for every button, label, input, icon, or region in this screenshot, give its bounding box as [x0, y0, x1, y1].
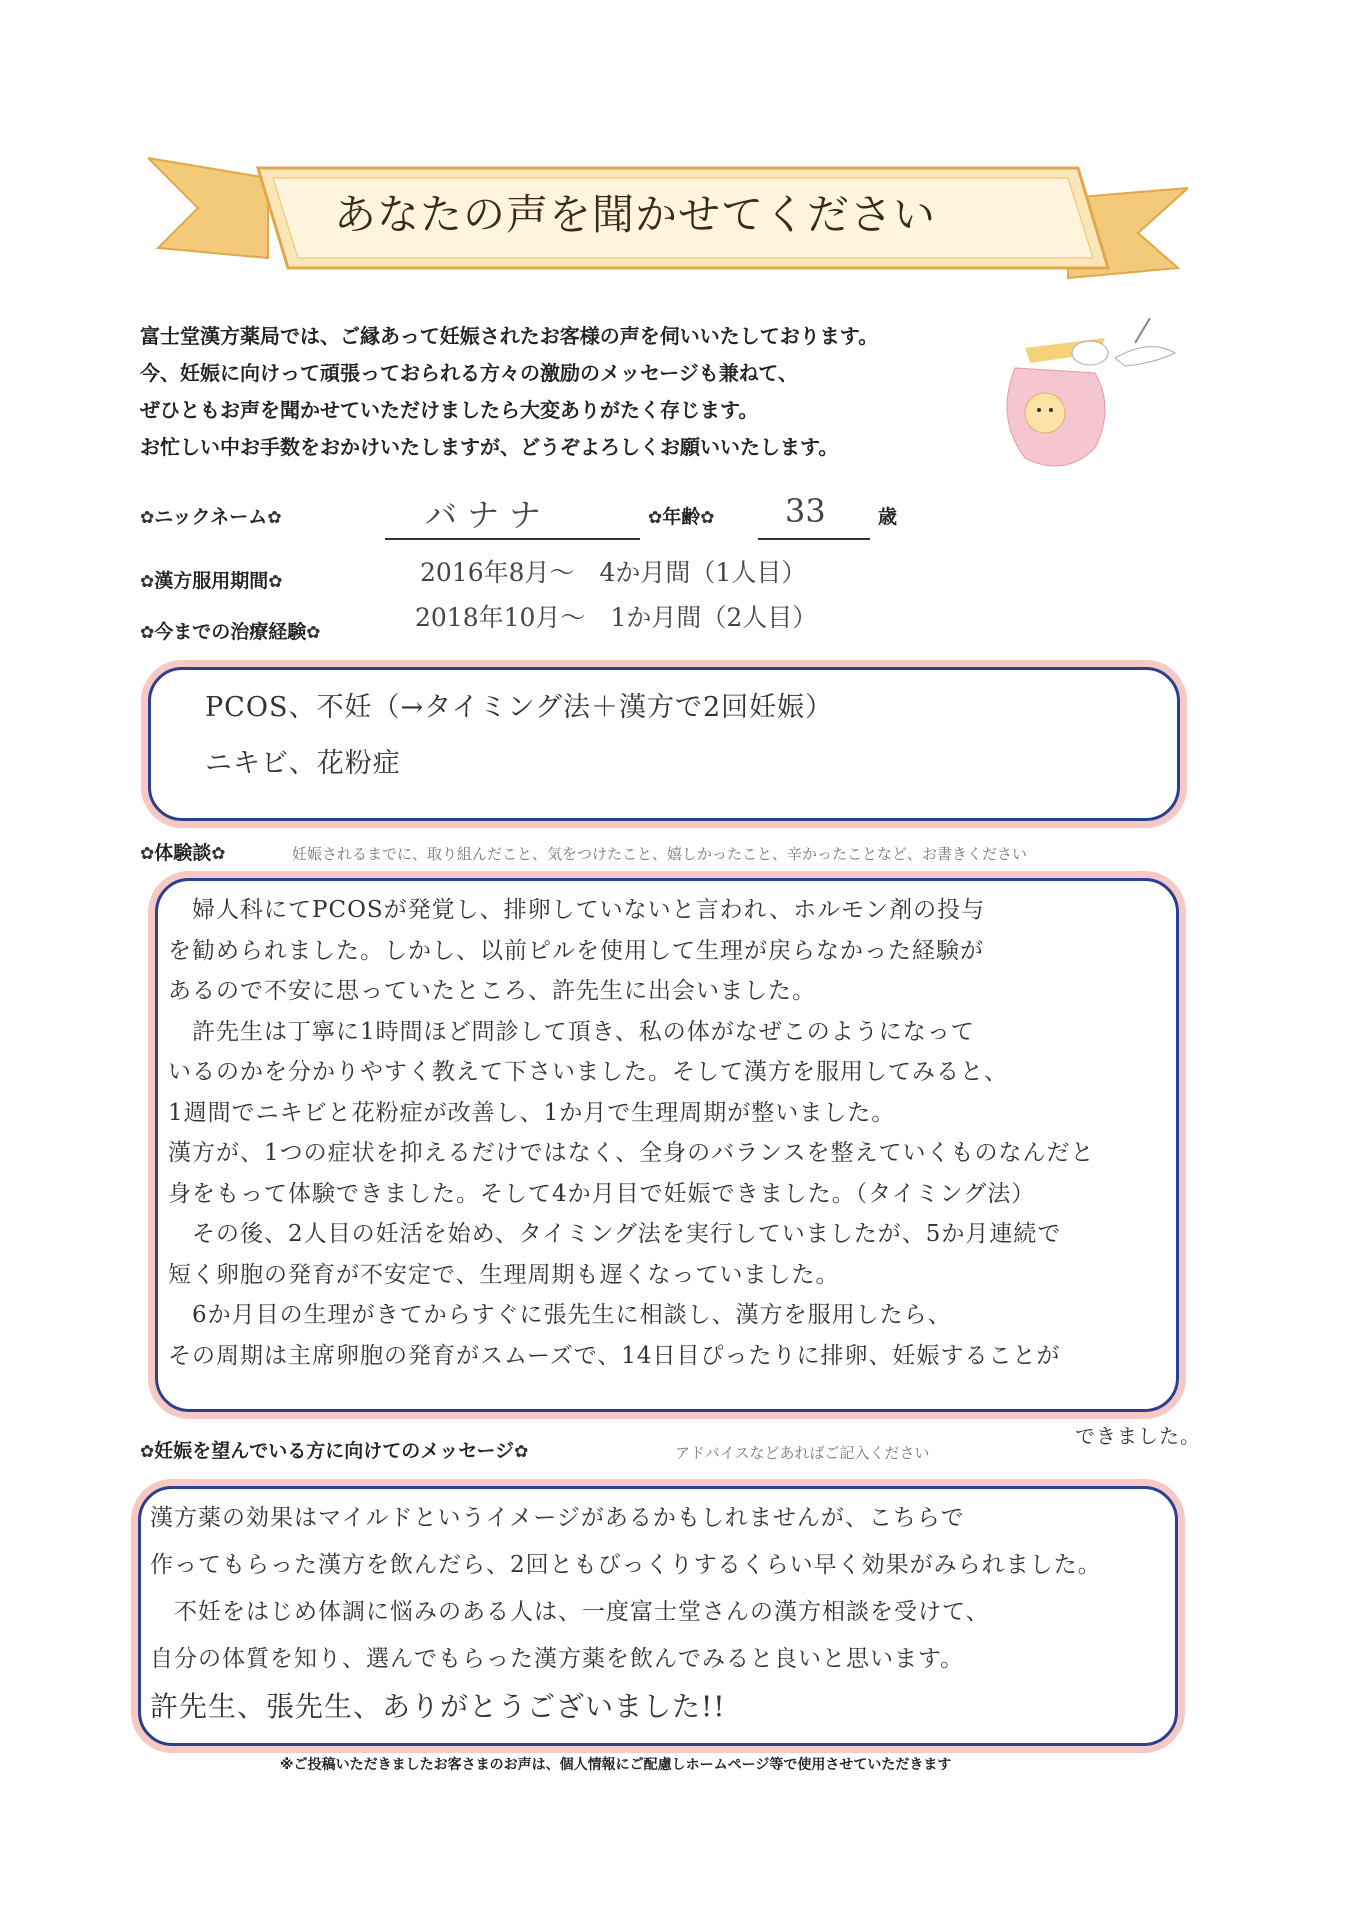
message-hint: アドバイスなどあればご記入ください [675, 1444, 930, 1462]
message-text [150, 1495, 1102, 1730]
experience-line: 1週間でニキビと花粉症が改善し、1か月で生理周期が整いました。 [168, 1099, 896, 1126]
intro-line: ぜひともお声を聞かせていただけましたら大変ありがたく存じます。 [140, 398, 759, 422]
message-line: 自分の体質を知り、選んでもらった漢方薬を飲んでみると良いと思います。 [150, 1646, 965, 1672]
experience-line: あるので不安に思っていたところ、許先生に出会いました。 [168, 978, 816, 1004]
flower-icon: ✿ [268, 572, 283, 592]
message-line: 不妊をはじめ体調に悩みのある人は、一度富士堂さんの漢方相談を受けて、 [150, 1599, 990, 1625]
experience-line: 婦人科にてPCOSが発覚し、排卵していないと言われ、ホルモン剤の投与 [168, 897, 986, 923]
age-unit: 歳 [878, 506, 898, 528]
experience-line: できました。 [1075, 1424, 1201, 1448]
experience-text [168, 890, 1094, 1376]
age-label: ✿年齢✿ [648, 506, 715, 528]
experience-label: ✿体験談✿ [140, 842, 226, 864]
age-underline [758, 538, 870, 540]
flower-icon: ✿ [306, 623, 321, 643]
stork-baby-illustration [985, 318, 1185, 478]
message-line: 漢方薬の効果はマイルドというイメージがあるかもしれませんが、こちらで [150, 1505, 965, 1531]
message-label: ✿妊娠を望んでいる方に向けてのメッセージ✿ [140, 1440, 529, 1462]
treatment-line: ニキビ、花粉症 [205, 748, 401, 779]
flower-icon: ✿ [267, 508, 282, 528]
treatment-line: PCOS、不妊（→タイミング法＋漢方で2回妊娠） [205, 692, 834, 723]
experience-line: 漢方が、1つの症状を抑えるだけではなく、全身のバランスを整えていくものなんだと [168, 1140, 1095, 1166]
period-line-1: 2016年8月～ 4か月間（1人目） [420, 558, 807, 587]
period-label: ✿漢方服用期間✿ [140, 570, 283, 592]
treatment-label: ✿今までの治療経験✿ [140, 621, 321, 643]
intro-line: 今、妊娠に向けって頑張っておられる方々の激励のメッセージも兼ねて、 [140, 361, 798, 385]
flower-icon: ✿ [140, 623, 155, 643]
experience-line: 短く卵胞の発育が不安定で、生理周期も遅くなっていました。 [168, 1261, 840, 1288]
footer-note: ※ご投稿いただきましたお客さまのお声は、個人情報にご配慮しホームページ等で使用させていただきます [280, 1757, 952, 1773]
experience-line: いるのかを分かりやすく教えて下さいました。そして漢方を服用してみると、 [168, 1059, 1008, 1085]
experience-hint: 妊娠されるまでに、取り組んだこと、気をつけたこと、嬉しかったこと、辛かったことなど、お書きください [292, 845, 1028, 863]
flower-icon: ✿ [700, 508, 715, 528]
experience-line: を勧められました。しかし、以前ピルを使用して生理が戻らなかった経験が [168, 937, 984, 964]
experience-line: 許先生は丁寧に1時間ほど問診して頂き、私の体がなぜこのようになって [168, 1018, 975, 1045]
experience-line: 身をもって体験できました。そして4か月目で妊娠できました。（タイミング法） [168, 1180, 1036, 1207]
nickname-value: バナナ [425, 496, 552, 534]
flower-icon: ✿ [140, 572, 155, 592]
treatment-text [205, 680, 833, 792]
nickname-label: ✿ニックネーム✿ [140, 506, 282, 528]
message-line: 許先生、張先生、ありがとうございました!! [150, 1690, 726, 1723]
intro-text [140, 318, 1000, 466]
flower-icon: ✿ [211, 844, 226, 864]
intro-line: お忙しい中お手数をおかけいたしますが、どうぞよろしくお願いいたします。 [140, 435, 839, 459]
flower-icon: ✿ [514, 1442, 529, 1462]
flower-icon: ✿ [140, 1442, 155, 1462]
age-value: 33 [785, 492, 826, 530]
flower-icon: ✿ [140, 508, 155, 528]
experience-line: 6か月目の生理がきてからすぐに張先生に相談し、漢方を服用したら、 [168, 1302, 952, 1328]
page-title: あなたの声を聞かせてください [333, 190, 936, 239]
period-line-2: 2018年10月～ 1か月間（2人目） [415, 603, 818, 632]
flower-icon: ✿ [140, 844, 155, 864]
intro-line: 富士堂漢方薬局では、ご縁あって妊娠されたお客様の声を伺いいたしております。 [140, 324, 879, 348]
flower-icon: ✿ [648, 508, 663, 528]
experience-line: その後、2人目の妊活を始め、タイミング法を実行していましたが、5か月連続で [168, 1221, 1062, 1247]
message-line: 作ってもらった漢方を飲んだら、2回ともびっくりするくらい早く効果がみられました。 [150, 1552, 1102, 1578]
nickname-underline [385, 538, 640, 540]
experience-line: その周期は主席卵胞の発育がスムーズで、14日目ぴったりに排卵、妊娠することが [168, 1342, 1061, 1369]
